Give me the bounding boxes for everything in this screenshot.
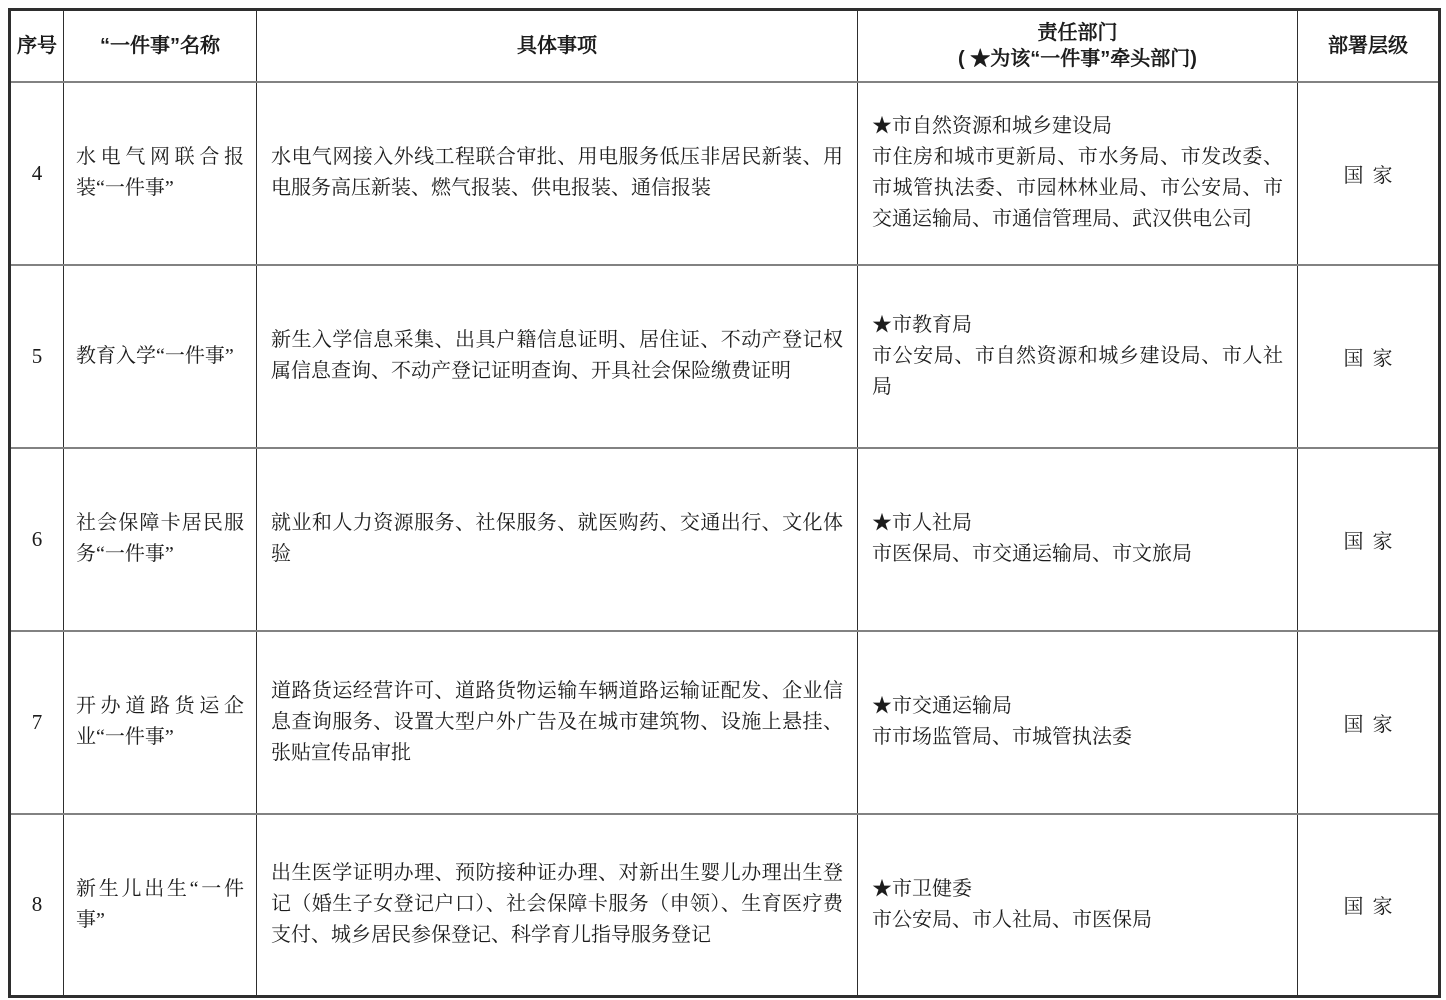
header-level xyxy=(1298,10,1440,82)
level-cell: 国家 xyxy=(1298,265,1440,448)
name-cell: 教育入学“一件事” xyxy=(64,265,257,448)
dept-cell xyxy=(858,631,1298,814)
header-name xyxy=(64,10,257,82)
dept-cell xyxy=(858,814,1298,997)
header-dept xyxy=(858,10,1298,82)
serial-cell: 6 xyxy=(10,448,64,631)
dept-lead: ★市人社局 xyxy=(872,512,972,534)
header-serial-label: 序号 xyxy=(17,34,57,57)
dept-others: 市公安局、市自然资源和城乡建设局、市人社局 xyxy=(872,344,1283,398)
serial-cell: 8 xyxy=(10,814,64,997)
serial-cell: 5 xyxy=(10,265,64,448)
header-name-label: “一件事”名称 xyxy=(100,34,220,57)
serial-cell: 7 xyxy=(10,631,64,814)
dept-others: 市市场监管局、市城管执法委 xyxy=(872,726,1132,748)
table-row xyxy=(10,448,1440,631)
name-cell: 社会保障卡居民服务“一件事” xyxy=(64,448,257,631)
header-dept-title: 责任部门 xyxy=(1037,21,1118,44)
header-items xyxy=(257,10,858,82)
items-cell: 就业和人力资源服务、社保服务、就医购药、交通出行、文化体验 xyxy=(257,448,858,631)
header-dept-note: ( ★为该“一件事”牵头部门) xyxy=(958,47,1197,70)
dept-others: 市公安局、市人社局、市医保局 xyxy=(872,908,1152,931)
dept-others: 市住房和城市更新局、市水务局、市发改委、市城管执法委、市园林林业局、市公安局、市交通运输局、市通信管理局、武汉供电公司 xyxy=(872,146,1283,230)
items-cell: 新生入学信息采集、出具户籍信息证明、居住证、不动产登记权属信息查询、不动产登记证明查询、开具社会保险缴费证明 xyxy=(257,265,858,448)
table-row xyxy=(10,814,1440,997)
dept-lead: ★市教育局 xyxy=(872,313,972,336)
header-items-label: 具体事项 xyxy=(517,34,597,57)
table-row xyxy=(10,265,1440,448)
dept-cell xyxy=(858,265,1298,448)
dept-lead: ★市自然资源和城乡建设局 xyxy=(872,115,1112,137)
level-cell: 国家 xyxy=(1298,631,1440,814)
dept-others: 市医保局、市交通运输局、市文旅局 xyxy=(872,543,1192,565)
dept-cell xyxy=(858,82,1298,265)
level-cell: 国家 xyxy=(1298,814,1440,997)
header-row xyxy=(10,10,1440,82)
dept-lead: ★市交通运输局 xyxy=(872,695,1012,717)
name-cell: 水电气网联合报装“一件事” xyxy=(64,82,257,265)
name-cell: 新生儿出生“一件事” xyxy=(64,814,257,997)
one-thing-matters-table xyxy=(8,8,1441,998)
name-cell: 开办道路货运企业“一件事” xyxy=(64,631,257,814)
table-row xyxy=(10,631,1440,814)
dept-lead: ★市卫健委 xyxy=(872,877,972,900)
level-cell: 国家 xyxy=(1298,82,1440,265)
table-row xyxy=(10,82,1440,265)
items-cell: 道路货运经营许可、道路货物运输车辆道路运输证配发、企业信息查询服务、设置大型户外广告及在城市建筑物、设施上悬挂、张贴宣传品审批 xyxy=(257,631,858,814)
items-cell: 出生医学证明办理、预防接种证办理、对新出生婴儿办理出生登记（婚生子女登记户口）、社会保障卡服务（申领）、生育医疗费支付、城乡居民参保登记、科学育儿指导服务登记 xyxy=(257,814,858,997)
header-level-label: 部署层级 xyxy=(1328,34,1408,57)
items-cell: 水电气网接入外线工程联合审批、用电服务低压非居民新装、用电服务高压新装、燃气报装、供电报装、通信报装 xyxy=(257,82,858,265)
header-serial xyxy=(10,10,64,82)
serial-cell: 4 xyxy=(10,82,64,265)
dept-cell xyxy=(858,448,1298,631)
level-cell: 国家 xyxy=(1298,448,1440,631)
